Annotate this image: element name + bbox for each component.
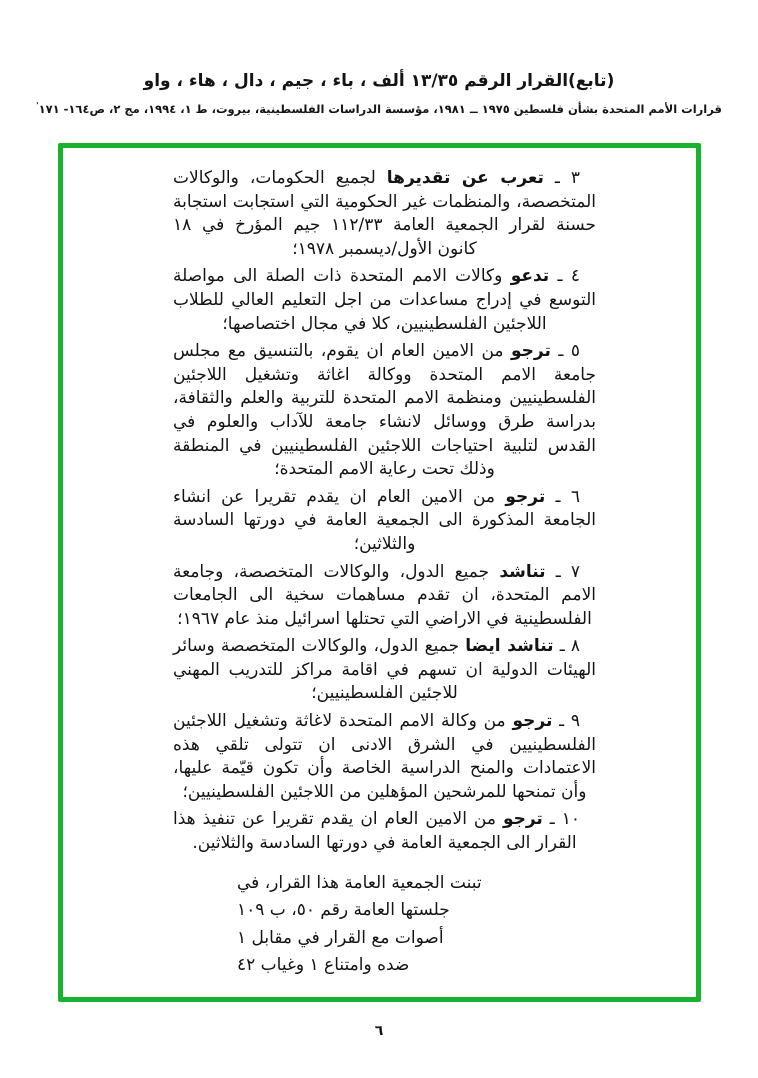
clause-lead: ترجو [505,486,546,507]
source-citation-text: قرارات الأمم المتحدة بشأن فلسطين ١٩٧٥ ــ ١٩٨١، مؤسسة الدراسات الفلسطينية، بيروت، ط ١، ١٩٩٤، مج ٢، ص١٦٤- ١٧١ [38,101,722,116]
resolution-clause-8 [173,635,596,706]
clause-number: ٥ ـ [558,341,580,362]
resolution-clause-5 [173,340,596,482]
clause-text: من الامين العام ان يقدم تقريرا عن انشاء الجامعة المذكورة الى الجمعية العامة في دورتها السادسة والثلاثين؛ [173,486,596,554]
resolution-clause-10 [173,808,596,855]
resolution-clause-4 [173,265,596,336]
resolution-clause-9 [173,710,596,804]
page-number: ٦ [374,1023,384,1039]
resolution-clause-6 [173,486,596,557]
footnote-mark: ' [36,101,39,110]
source-citation [0,101,758,116]
clause-lead: تعرب عن تقديرها [386,168,544,188]
clause-text: جميع الدول، والوكالات المتخصصة وسائر الهيئات الدولية ان تسهم في اقامة مراكز للتدريب المهني للاجئين الفلسطينيين؛ [173,636,596,704]
resolution-clause-7 [173,561,596,632]
document-title-text: (تابع)القرار الرقم ١٣/٣٥ ألف ، باء ، جيم ، دال ، هاء ، واو [143,71,615,91]
clause-number: ٤ ـ [557,266,581,287]
clause-text: من الامين العام ان يقدم تقريرا عن تنفيذ هذا القرار الى الجمعية العامة في دورتها السادسة والثلاثين. [173,809,577,854]
clause-text: وكالات الامم المتحدة ذات الصلة الى مواصلة التوسع في إدراج مساعدات من اجل التعليم العالي للطلاب اللاجئين الفلسطينيين، كلا في مجال اختصاصها؛ [173,266,596,334]
clause-number: ٨ ـ [559,636,581,657]
clause-lead: ترجو [511,341,551,362]
clause-lead: تدعو [510,266,550,287]
clause-number: ٧ ـ [555,561,581,582]
clause-text: من الامين العام ان يقوم، بالتنسيق مع مجلس جامعة الامم المتحدة ووكالة اغاثة وتشغيل اللاجئين الفلسطينيين ومنظمة الامم المتحدة للتربية والعلم والثقافة، بدراسة طرق ووسائل لانشاء جامعة للآداب والعلوم في القدس لتلبية احتياجات اللاجئين الفلسطينيين في المنطقة وذلك تحت رعاية الامم المتحدة؛ [173,341,596,480]
adoption-note-line: جلستها العامة رقم ٥٠، ب ١٠٩ [237,900,450,921]
clause-number: ٣ ـ [554,168,580,188]
clause-lead: ترجو [502,809,543,830]
clause-lead: تناشد ايضا [465,636,554,657]
clause-text: من وكالة الامم المتحدة لاغاثة وتشغيل اللاجئين الفلسطينيين في الشرق الادنى ان تتولى تلقي هذه الاعتمادات والمنح الدراسية الخاصة وأن تكون قيّمة عليها، وأن تمنحها للمرشحين المؤهلين من اللاجئين الفلسطينيين؛ [173,711,596,802]
adoption-note-line: تبنت الجمعية العامة هذا القرار، في [237,872,482,893]
adoption-note [173,870,596,980]
document-title [0,71,758,91]
clause-text: لجميع الحكومات، والوكالات المتخصصة، والمنظمات غير الحكومية التي استجابت استجابة حسنة لقرار الجمعية العامة ١١٢/٣٣ جيم المؤرخ في ١٨ كانون الأول/ديسمبر ١٩٧٨؛ [173,168,596,259]
clause-text: جميع الدول، والوكالات المتخصصة، وجامعة الامم المتحدة، ان تقدم مساهمات سخية الى الجامعات الفلسطينية في الاراضي التي تحتلها اسرائيل منذ عام ١٩٦٧؛ [173,561,596,629]
adoption-note-line: ضده وامتناع ١ وغياب ٤٢ [237,955,410,976]
clause-number: ٦ ـ [555,486,580,507]
resolution-clause-3 [173,167,596,261]
clause-number: ٩ ـ [559,711,581,732]
clause-lead: ترجو [512,711,553,732]
resolution-body [173,167,596,980]
adoption-note-line: أصوات مع القرار في مقابل ١ [237,927,444,948]
clause-lead: تناشد [499,561,546,582]
clause-number: ١٠ ـ [549,809,581,830]
